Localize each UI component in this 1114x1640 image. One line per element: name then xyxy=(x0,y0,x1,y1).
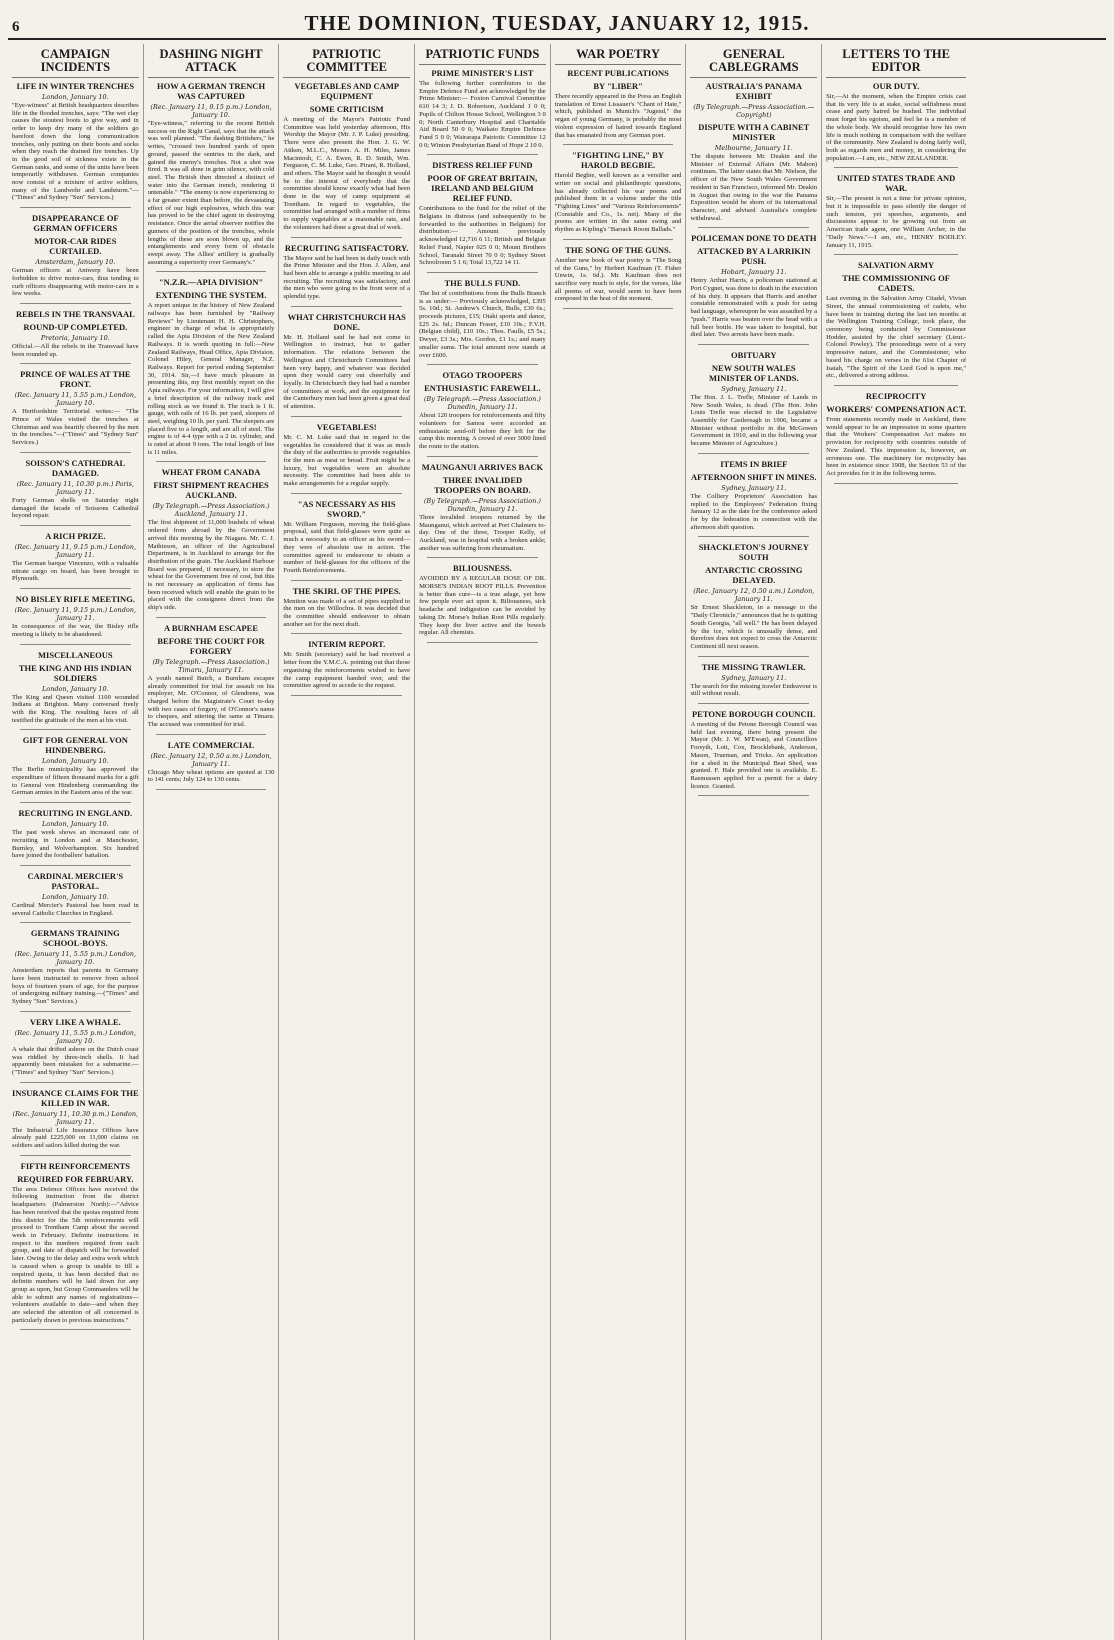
divider xyxy=(834,254,958,255)
divider xyxy=(20,363,131,364)
article-body: A meeting of the Mayor's Patriotic Fund Committee was held yesterday afternoon, His Worship the Mayor (Mr. J. P. Luke) presiding. There were also present the Hon. J. G. W. Aitken, M.L.C., Messrs. A. H. Miles, James Macintosh, C. A. Ewen, R. D. Smith, Wm. Ferguson, C. M. Luke, Geo. Pirani, R. Holland, and others. The Mayor said he thought it would be to the interest of everybody that the committee should know exactly what had been done in the way of camp equipment at Trentham. In regard to vegetables, the committee had arranged with a number of firms to supply vegetables at a reasonable rate, and the volunteers had done a great deal of work. xyxy=(283,116,411,231)
page-number: 6 xyxy=(12,19,20,35)
divider xyxy=(427,154,538,155)
article-body: Last evening in the Salvation Army Citadel, Vivian Street, the annual commissioning of cadets, who have been in training during the last ten months at the Wellington Training College, took place, the ceremony being conducted by Commissioner Hodder, assisted by the chief secretary (Lieut.-Colonel Powley). The proceedings were of a very impressive nature, and the Commissioner, who based his charge on verses in the 61st Chapter of Isaiah, "The Spirit of the Lord God is upon me," etc., delivered a strong address. xyxy=(826,295,967,380)
section-heading: SHACKLETON'S JOURNEY SOUTH xyxy=(698,542,809,563)
section-heading: SOME CRITICISM xyxy=(309,104,384,114)
section-heading: PRIME MINISTER'S LIST xyxy=(431,68,534,78)
article-body: Another new book of war poetry is "The Song of the Guns," by Herbert Kaufman (T. Fisher Unwin, 1s. 6d.). Mr. Kaufman does not sacrifice very much to style, for the verses, like all poems of war, would seem to have been composed in the heat of the moment. xyxy=(554,256,682,303)
dateline: (Rec. January 11, 5.55 p.m.) London, January 10. xyxy=(14,1028,137,1045)
article-body: From statements recently made in Auckland, there would appear to be an impression in some quarters that the Workers' Compensation Act makes no provision for reciprocity with countries outside of New Zealand. This impression is, however, an erroneous one. The machinery for reciprocity has been in existence since 1908, the Section 53 of the Act provides for it in the following terms. xyxy=(826,415,967,477)
dateline: (By Telegraph.—Press Association.) Timaru, January 11. xyxy=(152,657,270,674)
section-heading: THE KING AND HIS INDIAN SOLDIERS xyxy=(18,662,132,683)
divider xyxy=(291,493,402,494)
dateline: London, January 10. xyxy=(41,892,109,901)
article-body: The past week shows an increased rate of recruiting in London and at Manchester, Burnley, and Wolverhampton. Six hundred have joined the footballers' battalion. xyxy=(12,829,139,860)
article-body: Forty German shells on Saturday night damaged the facade of Soissons Cathedral beyond repair. xyxy=(12,496,139,520)
masthead xyxy=(8,6,1106,40)
section-heading: NEW SOUTH WALES MINISTER OF LANDS. xyxy=(708,362,799,383)
dateline: (Rec. January 11, 9.15 p.m.) London, January 10. xyxy=(150,103,272,119)
dateline: (By Telegraph.—Press Association.) Auckland, January 11. xyxy=(152,502,270,519)
article-body: Mr. H. Holland said he had not come to Wellington to instruct, but to gather information. The relations between the Wellington and Christchurch Committees had been very happy, and whatever was decided upon they would carry out cheerfully and loyally. In Christchurch they had had a number of committees at work, and the equipment for the Canterbury men had been given a great deal of attention. xyxy=(283,333,411,411)
divider xyxy=(20,588,131,589)
dateline: Sydney, January 11. xyxy=(721,673,787,682)
divider xyxy=(291,306,402,307)
section-heading: THE BULLS FUND. xyxy=(444,277,521,288)
section-heading: THREE INVALIDED TROOPERS ON BOARD. xyxy=(434,474,531,495)
section-heading: FIFTH REINFORCEMENTS xyxy=(20,1160,131,1171)
column-headline: CAMPAIGN INCIDENTS xyxy=(12,48,139,78)
section-heading: SOISSON'S CATHEDRAL DAMAGED. xyxy=(25,457,126,478)
divider xyxy=(698,536,809,537)
article-body: The Berlin municipality has approved the expenditure of fifteen thousand marks for a gift to General von Hindenberg commanding the German armies in the Eastern area of the war. xyxy=(12,766,139,797)
section-heading: CARDINAL MERCIER'S PASTORAL. xyxy=(27,870,124,891)
column-headline: PATRIOTIC COMMITTEE xyxy=(283,48,410,78)
divider xyxy=(563,308,674,309)
section-heading: BY "LIBER" xyxy=(593,81,643,91)
divider xyxy=(156,734,267,735)
section-heading: DISAPPEARANCE OF GERMAN OFFICERS xyxy=(32,213,119,234)
column-headline: DASHING NIGHT ATTACK xyxy=(148,48,275,78)
section-heading: ROUND-UP COMPLETED. xyxy=(23,321,128,332)
column-2 xyxy=(144,44,280,1640)
section-heading: WORKERS' COMPENSATION ACT. xyxy=(826,403,966,414)
article-body: German officers at Antwerp have been forbidden to drive motor-cars, thus tending to curb officers disappearing with motor-cars in a few weeks. xyxy=(12,267,139,298)
article-body: The Hon. J. L. Trefle, Minister of Lands in New South Wales, is dead. (The Hon. John Louis Trefle was elected to the Legislative Assembly for Castlereagh in 1906, became a Minister without portfolio in the McGowen Government in 1910, and in the following year became Minister of Agriculture.) xyxy=(690,393,818,448)
divider xyxy=(698,344,809,345)
section-heading: BILIOUSNESS. xyxy=(452,563,512,574)
section-heading: WHAT CHRISTCHURCH HAS DONE. xyxy=(287,311,406,332)
section-heading: RECENT PUBLICATIONS xyxy=(567,68,669,78)
dateline: (By Telegraph.—Press Association.) Dunedin, January 11. xyxy=(423,496,541,513)
article-body: Amsterdam reports that parents in Germany have been instructed to remove from school boys of fourteen years of age, for the purpose of undergoing military training.—("Times" and Sydney "Sun" Services.) xyxy=(12,967,139,1006)
section-heading: RECRUITING SATISFACTORY. xyxy=(284,242,409,253)
article-body: Henry Arthur Harris, a policeman stationed at Port Cygnet, was done to death in the execution of his duty. It appears that Harris and another constable remonstrated with a push for using bad language, whereupon he was assaulted by a "push." Harris was beaten over the head with a full beer bottle. He was taken to hospital, but died later. Two arrests have been made. xyxy=(690,277,818,339)
section-heading: FIRST SHIPMENT REACHES AUCKLAND. xyxy=(153,480,269,501)
article-body: The Mayor said he had been in daily touch with the Prime Minister and the Hon. J. Allen, and had been able to arrange a public meeting to aid recruiting. The recruiting was satisfactory, and the men who were going to the front were of a splendid type. xyxy=(283,254,411,301)
column-6 xyxy=(686,44,822,1640)
section-heading: EXTENDING THE SYSTEM. xyxy=(155,290,267,301)
divider xyxy=(563,239,674,240)
article-body: Sir,—The present is not a time for private opinion, but it is impossible to pass silently the danger of such tension, yet speeches, arguments, and discussions appear to be growing out from an American trade agent, one William Archer, in the "Daily News."—I am, etc., HENRY BODLEY. January 11, 1915. xyxy=(826,195,967,249)
dateline: London, January 10. xyxy=(41,684,109,693)
dateline: Sydney, January 11. xyxy=(721,384,787,393)
dateline: London, January 10. xyxy=(41,820,109,829)
divider xyxy=(20,452,131,453)
section-heading: ITEMS IN BRIEF xyxy=(720,458,788,469)
article-body: Chicago May wheat options are quoted at 130 to 141 cents; July 124 to 130 cents. xyxy=(147,768,275,784)
article-body: The following further contributors to the Empire Defence Fund are acknowledged by the Prime Minister:— Foxton Carnival Committee 610 14 3; J. D. Robertson, Auckland 1 0 0; Pupils of Chilton House School, Wellington 3 0 0; North Canterbury Hospital and Charitable Aid Board 50 0 0; Waikato Empire Defence Fund 5 0 0; Wairarapa Patriotic Committee 12 0 0; Winton Presbyterian Band of Hope 2 10 0. xyxy=(419,80,546,149)
section-heading: GERMANS TRAINING SCHOOL-BOYS. xyxy=(30,928,120,949)
section-heading: VERY LIKE A WHALE. xyxy=(29,1016,121,1027)
section-heading: THE SONG OF THE GUNS. xyxy=(565,244,671,255)
section-heading: SALVATION ARMY xyxy=(858,260,935,271)
article-body: Sir Ernest Shackleton, in a message to the "Daily Chronicle," announces that he is quitting South Georgia, "all well." He has been delayed by the ice, which is unusually dense, and therefore does not expect to cross the Antarctic Continent till next season. xyxy=(690,604,818,650)
dateline: (Rec. January 11, 10.30 p.m.) Paris, January 11. xyxy=(16,479,134,496)
divider xyxy=(20,922,131,923)
divider xyxy=(834,167,958,168)
dateline: Sydney, January 11. xyxy=(721,483,787,492)
dateline: (Rec. January 12, 0.50 a.m.) London, January 11. xyxy=(693,587,815,604)
column-4 xyxy=(415,44,551,1640)
divider xyxy=(156,789,267,790)
section-heading: LATE COMMERCIAL xyxy=(167,739,255,750)
column-headline: WAR POETRY xyxy=(555,48,682,65)
section-heading: INTERIM REPORT. xyxy=(308,639,386,650)
section-heading: "AS NECESSARY AS HIS SWORD." xyxy=(297,498,396,519)
divider xyxy=(156,461,267,462)
divider xyxy=(20,1082,131,1083)
article-body: The German barque Vincenzo, with a valuable nitrate cargo on board, has been brought to Plymouth. xyxy=(12,559,139,583)
column-1 xyxy=(8,44,144,1640)
section-heading: NO BISLEY RIFLE MEETING. xyxy=(15,594,135,605)
section-heading: HOW A GERMAN TRENCH WAS CAPTURED xyxy=(156,81,266,101)
divider xyxy=(20,303,131,304)
section-heading: POLICEMAN DONE TO DEATH xyxy=(691,233,817,244)
divider xyxy=(291,695,402,696)
column-headline: LETTERS TO THE EDITOR xyxy=(826,48,966,78)
divider xyxy=(834,483,958,484)
article-body: A Hertfordshire Territorial writes:— "The Prince of Wales visited the trenches at Christmas and was heartily cheered by the men in the trenches."—("Times" and "Sydney Sun" Services.) xyxy=(12,408,139,447)
columns xyxy=(8,44,1106,1640)
column-headline: GENERAL CABLEGRAMS xyxy=(690,48,817,78)
article-body: Contributions to the fund for the relief of the Belgians in distress (and subsequently to be forwarded to the authorities in Belgium) for distribution:— Amount previously acknowledged 12,716 6 11; British and Belgian Relief Fund, Napier 925 0 0; Mount Brothers School, Taranaki Street 70 0 0; Sydney Street Schoolroom 5 1 6; Total 13,722 14 11. xyxy=(419,205,546,267)
section-heading: MISCELLANEOUS xyxy=(38,649,113,660)
divider xyxy=(291,237,402,238)
section-heading: A BURNHAM ESCAPEE xyxy=(164,622,259,633)
section-heading: RECIPROCITY xyxy=(865,390,927,401)
article-body: "Eye-witness" at British headquarters describes life in the flooded trenches, says: "The wet clay causes the stoutest boots to give way, and in order to keep dry many of the soldiers go barefoot down the long communication trenches, only putting on their boots and socks when they reach the drained fire trenches. Up in the good soil of sickness exists in the German ranks, and some of the units have been temporarily withdrawn. German companies now consist of a mixture of active soldiers, many of the Landwehr and Landsturm."—("Times" and Sydney "Sun" Services.) xyxy=(12,102,139,202)
section-heading: WHEAT FROM CANADA xyxy=(161,467,261,478)
section-heading: DISTRESS RELIEF FUND xyxy=(432,160,533,171)
dateline: London, January 10. xyxy=(41,757,109,766)
article-body: AVOIDED BY A REGULAR DOSE OF DR. MORSE'S INDIAN ROOT PILLS. Prevention is better than cure—is a true adage, yet how few people ever act upon it. Biliousness, sick headache and indigestion can be avoided by taking Dr. Morse's Indian Root Pills regularly. They keep the liver active and the bowels regular. All chemists. xyxy=(419,575,546,637)
article-body: A whale that drifted ashore on the Dutch coast was riddled by three-inch shells. It had apparently been mistaken for a submarine.—("Times" and Sydney "Sun" Services.) xyxy=(12,1045,139,1076)
section-heading: THE MISSING TRAWLER. xyxy=(701,661,806,672)
article-body: Sir,—At the moment, when the Empire crisis cast that its very life is at stake, social selfishness must cease and party hatred be hushed. The individual must forget his egoism, and feel he is a member of the whole body. We should recognise how his own life is much nothing in comparison with the welfare of the community. New Zealand is doing fairly well, both as regards men and money, in considering the population.—I am, etc., NEW ZEALANDER. xyxy=(826,93,967,162)
article-body: The dispute between Mr. Deakin and the Minister of External Affairs (Mr. Mahon) continues. The latter states that Mr. Nielson, the officer of the New South Wales Government resident in San Francisco, informed Mr. Deakin in August that owing to the war the Panama Exposition would be shorn of its international character, and advised Australia's complete withdrawal. xyxy=(690,153,818,222)
section-heading: ENTHUSIASTIC FAREWELL. xyxy=(424,383,541,394)
dateline: London, January 10. xyxy=(41,93,109,101)
divider xyxy=(20,644,131,645)
divider xyxy=(291,633,402,634)
divider xyxy=(427,642,538,643)
dateline: (Rec. January 12, 0.50 a.m.) London, January 11. xyxy=(150,751,272,768)
article-body: Mr. Smith (secretary) said he had received a letter from the Y.M.C.A. pointing out that those organising the reinforcements wished to have the camp equipment handed over, and the committee agreed to accede to the request. xyxy=(283,651,411,690)
article-body: The Industrial Life Insurance Offices have already paid £225,000 on 11,000 claims on soldiers and sailors killed during the war. xyxy=(12,1126,139,1150)
article-body: Three invalided troopers returned by the Maunganui, which arrived at Port Chalmers to-day. One of the three, Trooper Kelly, of Auckland, was in hospital with a broken ankle; another was suffering from rheumatism. xyxy=(419,513,546,552)
section-heading: VEGETABLES! xyxy=(316,421,377,432)
dateline: (Rec. January 11, 5.55 p.m.) London, January 10. xyxy=(14,391,137,408)
article-body: About 120 troopers for reinforcements and fifty volunteers for Samoa were accorded an enthusiastic send-off before they left for the camp this morning. A crowd of over 3000 lined the route to the station. xyxy=(419,412,546,451)
divider xyxy=(20,1329,131,1330)
divider xyxy=(291,580,402,581)
divider xyxy=(698,453,809,454)
divider xyxy=(20,1011,131,1012)
section-heading: OTAGO TROOPERS xyxy=(442,370,523,381)
article-body: The area Defence Offices have received the following instruction from the district headquarters (Palmerston North):—"Advice has been received that the quotas required from this district for the 5th reinforcements will proceed to Trentham Camp about the second week in February. Definite instructions in respect to the numbers required from each group, and date of dispatch will be forwarded later. Owing to the delay and extra work which is caused when a group is unable to fill a required quota, it has been decided that no definite numbers will be laid down for any group as upon, but Group Commanders will be able to submit any names of registrations—volunteers available to date—and when they are selected the attention of all concerned is particularly drawn to previous instructions." xyxy=(12,1185,139,1324)
dateline: (Rec. January 11, 5.55 p.m.) London, January 10. xyxy=(14,950,137,967)
article-body: There recently appeared in the Press an English translation of Ernst Lissauer's "Chant of Hate," which, published in Munich's "Jugend," the organ of young Germany, is probably the most violent expression of hatred towards England that has emanated from any German poet. xyxy=(554,93,682,139)
section-heading: RECRUITING IN ENGLAND. xyxy=(18,808,133,819)
dateline: Hobart, January 11. xyxy=(721,268,787,277)
article-body: "Eye-witness," referring to the recent British success on the Right Canal, says that the attack was well planned. "The dashing Britishers," he writes, "crossed two hundred yards of open ground, passed the sentries in the dark, and gained the enemy's trenches. Not a shot was fired. It was all done in grim silence, with cold steel. The British then directed a distinct of water into the German trench, rendering it untenable." "The enemy is now experiencing to a far greater extent than before, the devastating effect of our high explosives, which this war has proved to be the chief agent in destroying resistance. Once the aerial observer notifies the gunners of the position of the trenches, whole lengths of these are soon blown up, and the entanglements and every form of obstacle swept away. The Allies' artillery is gradually assuming a superiority over Germany's." xyxy=(147,120,275,266)
section-heading: REQUIRED FOR FEBRUARY. xyxy=(17,1173,134,1184)
article-body: The search for the missing trawler Endeavour is still without result. xyxy=(690,682,818,698)
section-heading: ATTACKED BY A LARRIKIN PUSH. xyxy=(697,246,811,267)
dateline: (By Telegraph.—Press Association.) Dunedin, January 11. xyxy=(423,395,541,412)
dateline: Pretoria, January 10. xyxy=(40,333,110,342)
dateline: (Rec. January 11, 10.30 p.m.) London, January 11. xyxy=(12,1109,139,1126)
article-body: A report unique in the history of New Zealand railways has been furnished by "Railway Reviews" by Lieutenant H. H. Christophers, engineer in charge of what is appropriately called the Apia Division of the New Zealand Railways. It is worth quoting in full:—New Zealand Railways, Head Office, Apia Division. Colonel Hiley, General Manager, N.Z. Railways. Report for period ending September 30, 1914. Sir,—I have much pleasure in presenting this, my first monthly report on the Apia railways. For your information, I will give a brief description of the railway track and rolling stock as we found it. The track is 1 ft. gauge, with rails of 16 lb. per yard, sleepers of steel, weighing 10 lb. per yard. The sleepers are placed five to a length, and are all of steel. The engine is of 4-4 type with a 2 in. cylinder, and is rated at about 9 tons. The total length of line is 11 miles. xyxy=(147,302,275,456)
divider xyxy=(291,416,402,417)
section-heading: REBELS IN THE TRANSVAAL xyxy=(15,308,135,319)
divider xyxy=(20,1155,131,1156)
section-heading: DISPUTE WITH A CABINET MINISTER xyxy=(698,122,810,142)
section-heading: A RICH PRIZE. xyxy=(45,530,106,541)
article-body: Harold Begbie, well known as a versifier and writer on social and philanthropic questions, has already collected his war poems and published them in a volume under the title "Fighting Lines" and "Various Reinforcements" (Constable and Co., 1s. net). Many of the poems are written in the same swing and rhythm as Kipling's "Barrack Room Ballads." xyxy=(554,172,682,234)
divider xyxy=(698,656,809,657)
section-heading: "N.Z.R.—APIA DIVISION" xyxy=(158,277,264,288)
section-heading: PETONE BOROUGH COUNCIL xyxy=(691,709,816,720)
divider xyxy=(698,703,809,704)
section-heading: LIFE IN WINTER TRENCHES xyxy=(16,81,135,91)
article-body: The King and Queen visited 1100 wounded Indians at Brighton. Many conversed freely with the King. The resulting faces of all testified the gratitude of the men at his visit. xyxy=(12,693,139,724)
article-body: Cardinal Mercier's Pastoral has been read in several Catholic Churches in England. xyxy=(12,901,139,917)
section-heading: OBITUARY xyxy=(731,349,777,360)
divider xyxy=(427,456,538,457)
section-heading: UNITED STATES TRADE AND WAR. xyxy=(836,173,956,194)
dateline: (Rec. January 11, 9.15 p.m.) London, January 11. xyxy=(14,542,137,559)
section-heading: GIFT FOR GENERAL VON HINDENBERG. xyxy=(22,735,128,756)
section-heading: AUSTRALIA'S PANAMA EXHIBIT xyxy=(705,81,802,101)
section-heading: BEFORE THE COURT FOR FORGERY xyxy=(157,635,265,656)
article-body: The Colliery Proprietors' Association has replied to the Employees' Federation fixing January 12 as the date for the conference asked for by the federation in connection with the afternoon shift question. xyxy=(690,492,818,531)
divider xyxy=(427,272,538,273)
divider xyxy=(427,557,538,558)
divider xyxy=(20,207,131,208)
divider xyxy=(698,795,809,796)
section-heading: OUR DUTY. xyxy=(872,81,920,91)
divider xyxy=(20,525,131,526)
article-body: The first shipment of 11,000 bushels of wheat ordered from abroad by the Government arrived this morning by the Niagara. Mr. C. J. Mathieson, an officer of the Agricultural Department, is in Auckland to arrange for the distribution of the grain. The Auckland Harbour Board was prepared, if necessary, to store the wheat for the Government free of cost, but this is not necessary as application of firms has been received which will enable the grain to be placed with the consignees direct from the ship's side. xyxy=(147,519,275,612)
dateline: Amsterdam, January 10. xyxy=(35,258,116,267)
dateline: (By Telegraph.—Press Association.—Copyright) xyxy=(693,103,815,119)
divider xyxy=(20,802,131,803)
column-headline: PATRIOTIC FUNDS xyxy=(419,48,546,65)
newspaper-title: THE DOMINION, TUESDAY, JANUARY 12, 1915. xyxy=(304,11,810,35)
dateline: (Rec. January 11, 9.15 p.m.) London, January 11. xyxy=(14,606,137,623)
section-heading: POOR OF GREAT BRITAIN, IRELAND AND BELGIUM RELIEF FUND. xyxy=(427,173,538,204)
section-heading: THE SKIRL OF THE PIPES. xyxy=(292,585,401,596)
article-body: In consequence of the war, the Bisley rifle meeting is likely to be abandoned. xyxy=(12,623,139,638)
article-body: A youth named Butch, a Burnham escapee already committed for trial for assault on his employer, Mr. O'Connor, of Glendrene, was charged before the Magistrate's Court to-day with two cases of forgery, of O'Connor's name to cheques, and uttering the same at Timaru. The accused was committed for trial. xyxy=(147,674,275,729)
section-heading: VEGETABLES AND CAMP EQUIPMENT xyxy=(294,81,400,101)
divider xyxy=(563,144,674,145)
section-heading: MOTOR-CAR RIDES CURTAILED. xyxy=(34,236,117,257)
section-heading: PRINCE OF WALES AT THE FRONT. xyxy=(20,369,131,390)
divider xyxy=(834,385,958,386)
column-5 xyxy=(551,44,687,1640)
divider xyxy=(20,865,131,866)
article-body: Mr. William Ferguson, moving the field-glass proposal, said that field-glasses were quite as much a necessity to an officer as his sword—they were of absolute use in action. The committee agreed to endeavour to obtain a number of field-glasses for the officers of the Fourth Reinforcements. xyxy=(283,520,411,574)
dateline: Melbourne, January 11. xyxy=(714,144,793,152)
section-heading: INSURANCE CLAIMS FOR THE KILLED IN WAR. xyxy=(12,1087,139,1108)
article-body: Mr. C. M. Luke said that in regard to the vegetables he considered that it was as much the duty of the authorities to provide vegetables for the men as meat or bread. Fruit might be a luxury, but vegetables were an absolute necessity. The committee had been able to make arrangements for a regular supply. xyxy=(283,433,411,488)
divider xyxy=(20,729,131,730)
divider xyxy=(156,271,267,272)
divider xyxy=(156,617,267,618)
column-3 xyxy=(279,44,415,1640)
article-body: Mention was made of a set of pipes supplied to the men on the Willochra. It was decided that the committee should endeavour to obtain another set for the next draft. xyxy=(283,597,411,628)
section-heading: ANTARCTIC CROSSING DELAYED. xyxy=(705,565,803,586)
article-body: The list of contributions from the Bulls Branch is as under:— Previously acknowledged, £395 5s. 10d.; St. Andrew's Church, Bulls, £30 6s.; proceeds pictures, £15; Otaki sports and dance, £25 2s. 6d.; Duncan Fraser, £10 10s.; F.V.H. (Belgian child), £10 10s.; Thos. Faulls, £5 5s.; Dwyer, £3 3s.; Mrs. Gordon, £1 1s.; and many smaller sums. The total amount now stands at over £600. xyxy=(419,289,546,359)
section-heading: THE COMMISSIONING OF CADETS. xyxy=(842,273,950,294)
article-body: Official.—All the rebels in the Transvaal have been rounded up. xyxy=(12,342,139,358)
section-heading: MAUNGANUI ARRIVES BACK xyxy=(421,461,544,472)
section-heading: AFTERNOON SHIFT IN MINES. xyxy=(691,471,817,482)
column-7 xyxy=(822,44,970,1640)
divider xyxy=(698,227,809,228)
section-heading: "FIGHTING LINE," BY HAROLD BEGBIE. xyxy=(572,150,665,171)
article-body: A meeting of the Petone Borough Council was held last evening, there being present the Mayor (Mr. J. W. M'Ewan), and Councillors Forsyth, Lott, Cox, Brocklebank, Anderson, Mason, Trueman, and Tricks. An application for a shed in the Municipal Beat Shed, was granted. F. Hale provided one is available. E. Rasmussen applied for a permit for a dairy licence. Granted. xyxy=(690,721,818,790)
divider xyxy=(427,364,538,365)
